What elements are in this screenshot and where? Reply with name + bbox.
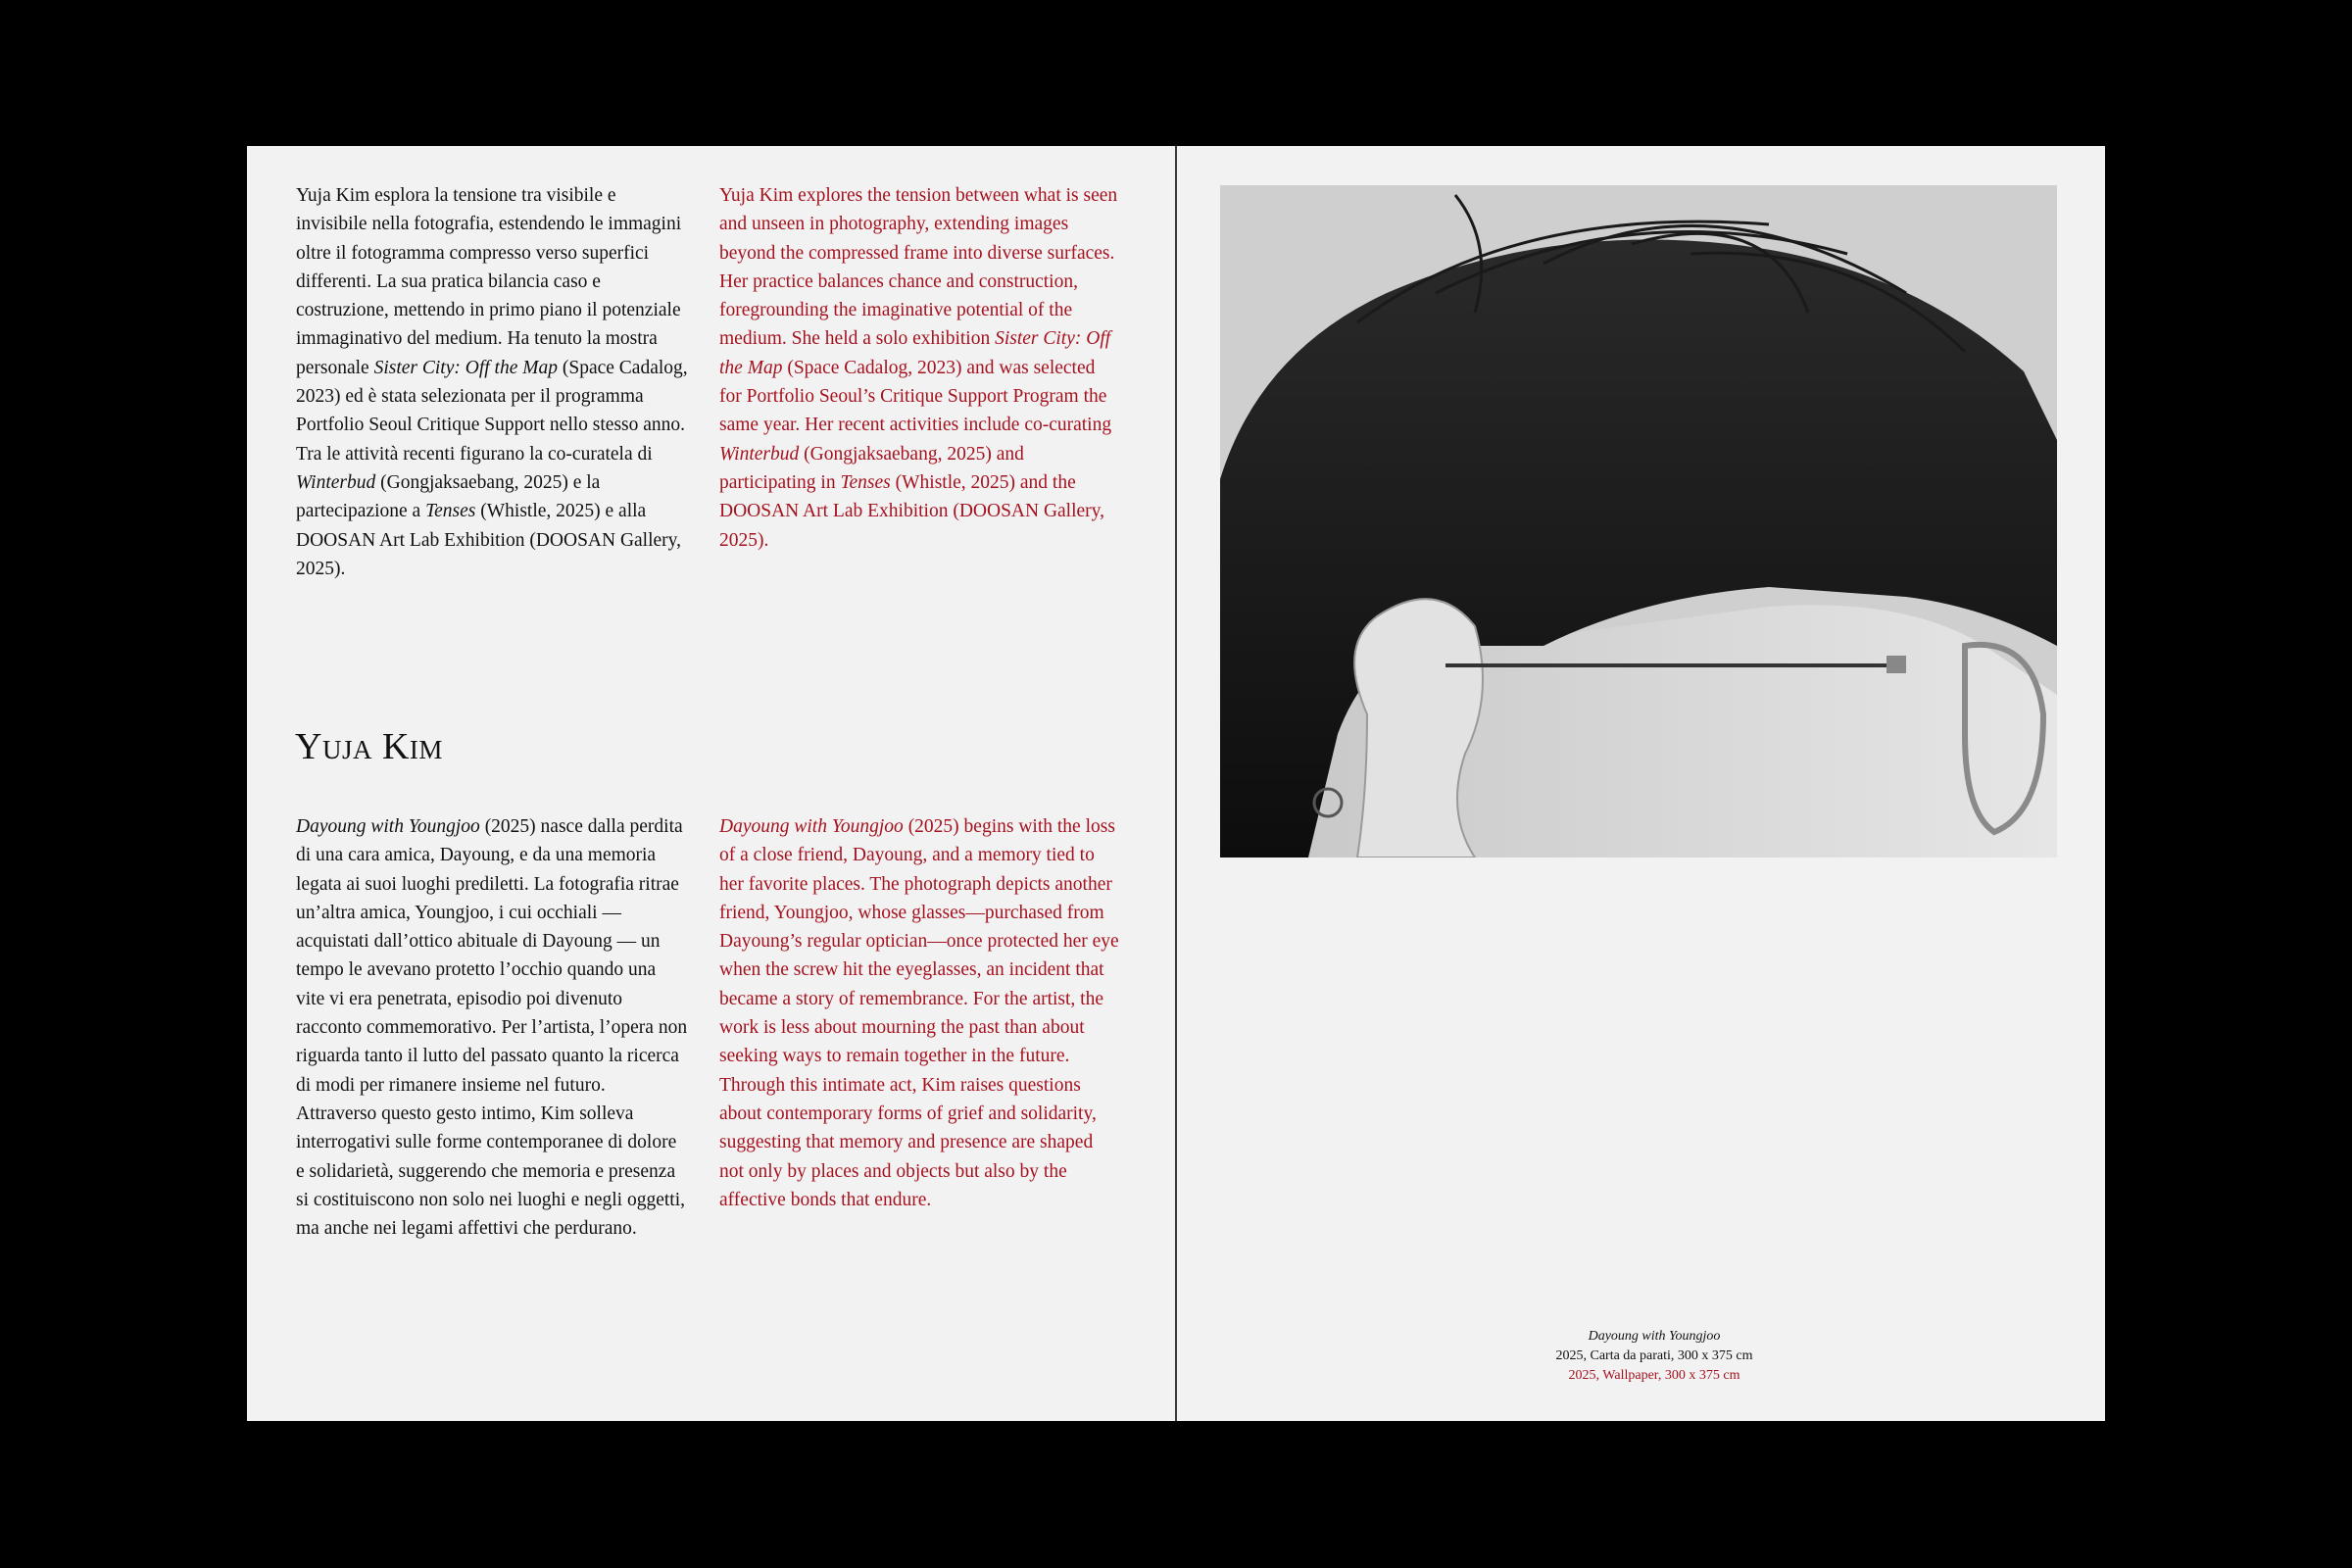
bio-italian-paragraph: Yuja Kim esplora la tensione tra visibile e invisibile nella fotografia, estendendo le immagini oltre il fotogramma compresso verso superfici differenti. La sua pratica bilancia caso e costruzione, mettendo in primo piano il potenziale immaginativo del medium. Ha tenuto la mostra personale Sister City: Off the Map (Space Cadalog, 2023) ed è stata selezionata per il programma Portfolio Seoul Critique Support nello stesso anno. Tra le attività recenti figurano la co-curatela di Winterbud (Gongjaksaebang, 2025) e la partecipazione a Tenses (Whistle, 2025) e alla DOOSAN Art Lab Exhibition (DOOSAN Gallery, 2025).: [296, 185, 688, 579]
work-title: Dayoung with Youngjoo: [296, 816, 480, 837]
photo-caption: [1409, 1327, 1899, 1386]
caption-details-italian: 2025, Carta da parati, 300 x 375 cm: [1555, 1348, 1753, 1363]
artwork-photo: [1220, 185, 2057, 858]
exhibition-title: Winterbud: [296, 471, 376, 493]
exhibition-title: Sister City: Off the Map: [373, 357, 558, 378]
work-description-italian: [296, 812, 688, 1243]
book-spread: [247, 146, 2105, 1421]
exhibition-title: Tenses: [840, 471, 891, 493]
spine-gutter: [1175, 146, 1177, 1421]
bio-english-paragraph: Yuja Kim explores the tension between what is seen and unseen in photography, extending images beyond the compressed frame into diverse surfaces. Her practice balances chance and construction, foregrounding the imaginative potential of the medium. She held a solo exhibition Sister City: Off the Map (Space Cadalog, 2023) and was selected for Portfolio Seoul’s Critique Support Program the same year. Her recent activities include co-curating Winterbud (Gongjaksaebang, 2025) and participating in Tenses (Whistle, 2025) and the DOOSAN Art Lab Exhibition (DOOSAN Gallery, 2025).: [719, 185, 1118, 551]
work-title: Dayoung with Youngjoo: [719, 816, 904, 837]
caption-title: Dayoung with Youngjoo: [1588, 1329, 1721, 1344]
glasses-hinge: [1886, 656, 1906, 673]
exhibition-title: Sister City: Off the Map: [719, 328, 1111, 378]
exhibition-title: Tenses: [425, 501, 476, 522]
bio-english: [719, 181, 1121, 555]
artist-name-heading: Yuja Kim: [295, 726, 443, 767]
bio-italian: [296, 181, 688, 583]
exhibition-title: Winterbud: [719, 443, 800, 465]
work-italian-paragraph: Dayoung with Youngjoo (2025) nasce dalla perdita di una cara amica, Dayoung, e da una memoria legata ai suoi luoghi prediletti. La fotografia ritrae un’altra amica, Youngjoo, i cui occhiali — acquistati dall’ottico abituale di Dayoung — un tempo le avevano protetto l’occhio quando una vite vi era penetrata, episodio poi divenuto racconto commemorativo. Per l’artista, l’opera non riguarda tanto il lutto del passato quanto la ricerca di modi per rimanere insieme nel futuro. Attraverso questo gesto intimo, Kim solleva interrogativi sulle forme contemporanee di dolore e solidarietà, suggerendo che memoria e presenza si costituiscono non solo nei luoghi e negli oggetti, ma anche nei legami affettivi che perdurano.: [296, 816, 688, 1240]
caption-details-english: 2025, Wallpaper, 300 x 375 cm: [1568, 1368, 1740, 1383]
work-english-paragraph: Dayoung with Youngjoo (2025) begins with the loss of a close friend, Dayoung, and a memory tied to her favorite places. The photograph depicts another friend, Youngjoo, whose glasses—purchased from Dayoung’s regular optician—once protected her eye when the screw hit the eyeglasses, an incident that became a story of remembrance. For the artist, the work is less about mourning the past than about seeking ways to remain together in the future. Through this intimate act, Kim raises questions about contemporary forms of grief and solidarity, suggesting that memory and presence are shaped not only by places and objects but also by the affective bonds that endure.: [719, 816, 1119, 1210]
portrait-photo-illustration: [1220, 185, 2057, 858]
work-description-english: [719, 812, 1121, 1214]
